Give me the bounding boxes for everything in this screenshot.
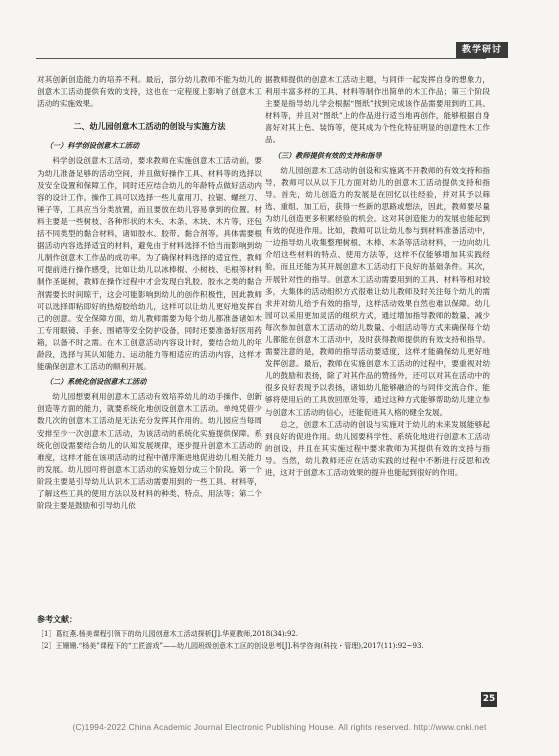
references [37, 614, 497, 652]
section-heading: 二、幼儿园创意木工活动的创设与实施方法 [73, 122, 226, 132]
subsection-heading-3: （三）教师提供有效的支持和指导 [273, 150, 382, 160]
reference-item: ［2］王姗姗.“杨美”课程下的“工匠游戏”——幼儿园班级创意木工区的创设思考[J].科学咨询(科技・管理),2017(11):92~93. [37, 642, 424, 650]
page-number: 25 [481, 692, 497, 707]
subsection-heading-2: （二）系统化创设创意木工活动 [45, 377, 147, 387]
reference-item: ［1］葛红燕.杨美课程引领下的幼儿园创意木工活动探析[J].华夏教师,2018(34):92. [37, 630, 299, 638]
subsection-1-body: 科学创设创意木工活动，要求教师在实施创意木工活动前，要为幼儿准备足够的活动空间，并且做好操作工具、材料等的选择以及安全设置和保障工作，同时还应结合幼儿的年龄特点做好活动内容的设计工作。操作工具可以选择一些儿童用刀、拉锯、螺丝刀、锤子等，工具应当分类放置，而且要放在幼儿容易拿到的位置。材料主要是一些树枝、各种形状的木头、木条、木块、木片等，还包括不同类型的黏合材料，诸如胶水、胶带、黏合剂等。具体需要根据活动内容选择适宜的材料，避免由于材料选择不恰当而影响到幼儿制作创意木工作品的成功率。为了确保材料选择的适宜性，教师可提前进行操作感受，比如让幼儿以冰棒棍、小树枝、毛根等材料制作圣诞树，教师在操作过程中才会发现白乳胶、胶水之类的黏合剂需要长时间晾干，这会可能影响到幼儿的创作积极性，因此教师可以选择即粘即好的热熔胶给幼儿，这样可以让幼儿更好地发挥自己的创意。安全保障方面，幼儿教师需要为每个幼儿都准备诸如木工专用眼镜、手套、围裙等安全防护设备，同时还要准备好医用药箱，以备不时之需。在木工创意活动内容设计时，要结合幼儿的年龄段，选择与其认知能力、运动能力等相适应的活动内容，这样才能确保创意木工活动的顺利开展。 [37, 156, 262, 372]
references-title: 参考文献： [37, 615, 77, 624]
section-tag: 教学研讨 [456, 42, 508, 58]
subsection-2-body: 幼儿园想要利用创意木工活动有效培养幼儿的动手操作、创新创造等方面的能力，就要系统化地创设创意木工活动。单纯凭借少数几次的创意木工活动是无法充分发挥其作用的。幼儿园应当每周安排至少一次创意木工活动，为该活动的系统化实施提供保障。系统化创设需要结合幼儿的认知发展规律，逐步提升创意木工活动的难度，这样才能在该项活动的过程中循序渐进地促进幼儿相关能力的发展。幼儿园可将创意木工活动的实施划分成三个阶段。第一个阶段主要是引导幼儿认识木工活动需要用到的一些工具、材料等，了解这些工具的使用方法以及材料的种类、特点、用法等；第二个阶段主要是鼓励和引导幼儿依 [37, 392, 262, 511]
conclusion-paragraph: 总之，创意木工活动的创设与实施对于幼儿的未来发展能够起到良好的促进作用。幼儿园要科学性、系统化地进行创意木工活动的创设，并且在其实施过程中要求教师为其提供有效的支持与指导。当然，幼儿教师还应在活动实践的过程中不断进行反思和改进，这对于创意木工活动效果的提升也能起到很好的作用。 [265, 419, 490, 477]
intro-paragraph: 对其创新创造能力的培养不利。最后，部分幼儿教师不能为幼儿的创意木工活动提供有效的支持，这也在一定程度上影响了创意木工活动的实施效果。 [37, 75, 262, 109]
right-column [265, 74, 490, 479]
copyright-footer: (C)1994-2022 China Academic Journal Electronic Publishing House. All rights reserved. http://www.cnki.net [72, 722, 487, 732]
left-column [37, 74, 262, 512]
subsection-3-body: 幼儿园创意木工活动的创设和实施离不开教师的有效支持和指导，教师可以从以下几方面对幼儿的创意木工活动提供支持和指导。首先，幼儿创造力的发展是在回忆以往经验，并对其予以筛选、重组、加工后，获得一些新的思路或想法，因此，教师要尽量为幼儿创造更多积累经验的机会。这对其创造能力的发展也能起到有效的促进作用。比如，教师可以让幼儿参与到材料准备活动中，一边指导幼儿收集整理树根、木棒、木条等活动材料，一边向幼儿介绍这些材料的特点、使用方法等，这样不仅能够增加其实践经验，而且还能为其开展创意木工活动打下良好的基础条件。其次，开展针对性的指导。创意木工活动需要用到的工具、材料等相对较多，大集体的活动组织方式很难让幼儿教师及时关注每个幼儿的需求并对幼儿给予有效的指导，这样活动效果自然也难以保障。幼儿园可以采用更加灵活的组织方式，通过增加指导教师的数量、减少每次参加创意木工活动的幼儿数量、小组活动等方式来确保每个幼儿都能在创意木工活动中，及时获得教师提供的有效支持和指导。需要注意的是，教师的指导活动要适度，这样才能确保幼儿更好地发挥创意。最后，教师在实施创意木工活动的过程中，要重视对幼儿的鼓励和表扬，除了对其作品的赞扬外，还可以对其在活动中的很多良好表现予以表扬，诸如幼儿能够融洽的与同伴交流合作、能够将使用后的工具放回原处等，通过这种方式能够帮助幼儿建立参与创意木工活动的信心，还能促进其人格的健全发展。 [265, 165, 490, 417]
continuation-paragraph: 据教师提供的创意木工活动主题，与同伴一起发挥自身的想象力，利用丰富多样的工具、材料等制作出简单的木工作品；第三个阶段主要是指导幼儿学会根据“图纸”找到完成该作品需要用到的工具、材料等，并且对“图纸”上的作品进行适当地再创作，能够根据自身喜好对其上色、装饰等，使其成为个性化特征明显的创意性木工作品。 [265, 75, 490, 145]
subsection-heading-1: （一）科学创设创意木工活动 [45, 141, 140, 151]
header-rule [36, 58, 486, 59]
